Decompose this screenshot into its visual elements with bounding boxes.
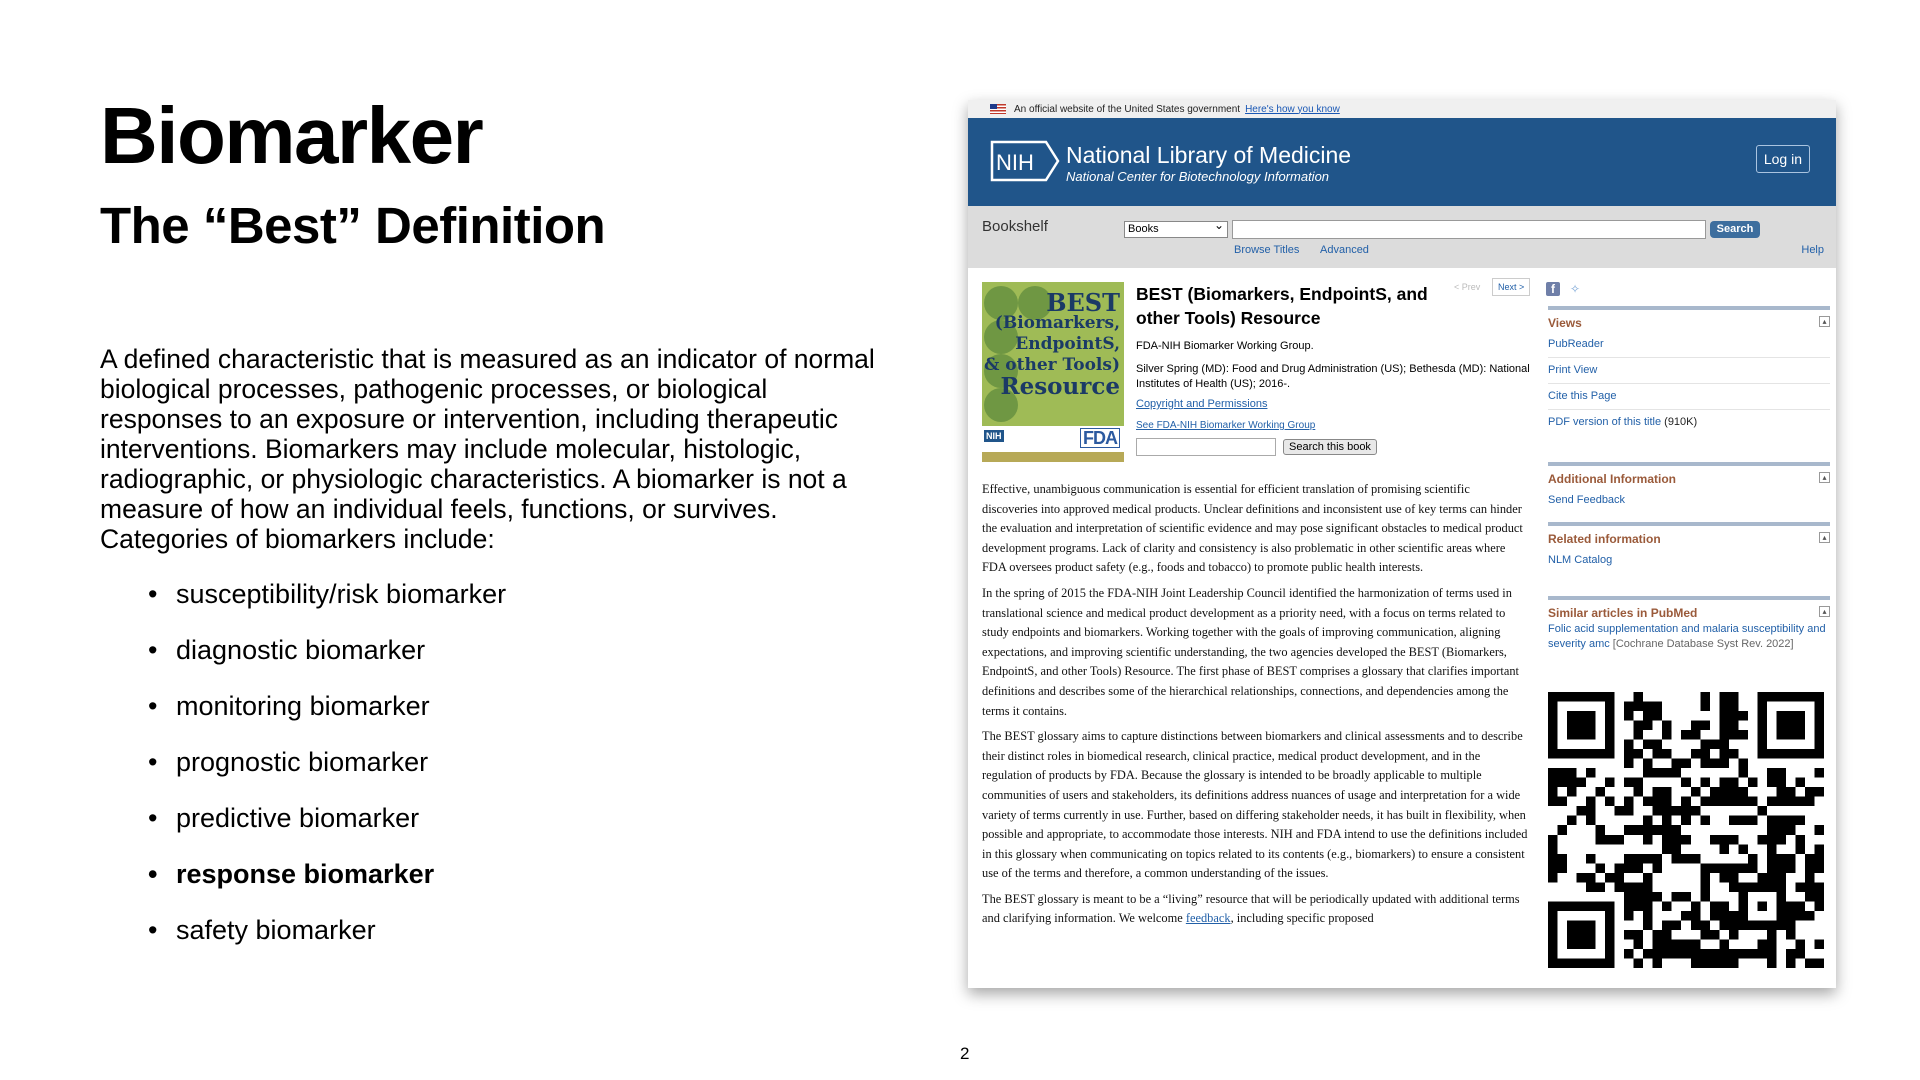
slide-title: Biomarker [100,91,483,180]
cover-line: Resource [1000,373,1120,400]
next-button[interactable]: Next > [1492,278,1530,296]
list-item: • diagnostic biomarker [148,634,506,690]
us-flag-icon [990,104,1006,114]
twitter-icon[interactable]: ✧ [1570,282,1581,296]
panel-heading-text: Related information [1548,532,1661,546]
similar-article-source: [Cochrane Database Syst Rev. 2022] [1609,638,1794,650]
working-group-link[interactable]: See FDA-NIH Biomarker Working Group [1136,420,1316,431]
gov-banner [968,100,1836,118]
list-item-highlighted: • response biomarker [148,858,506,914]
related-info-heading[interactable] [1548,530,1830,548]
nih-mini-logo: NIH [986,431,1002,441]
body-paragraph: Effective, unambiguous communication is essential for efficient translation of promising scientific discoveries into approved medical products. Unclear definitions and inconsistent use of key terms can hinder the evaluation and interpretation of scientific evidence and may pose significant obstacles to medical product development programs. Lack of clarity and consistency is also problematic in other scientific areas where FDA oversees product safety (e.g., foods and tobacco) to promote public health interests. [982,482,1523,575]
copyright-link[interactable]: Copyright and Permissions [1136,398,1268,410]
cover-line: BEST [1046,288,1120,317]
collapse-icon[interactable]: ▴ [1819,316,1830,327]
embedded-bookshelf-screenshot [968,100,1836,988]
views-panel [1548,306,1830,436]
body-text: The BEST glossary is meant to be a “living” resource that will be periodically updated with additional terms and clarifying information. We welcome [982,891,1520,926]
collapse-icon[interactable]: ▴ [1819,532,1830,543]
pdf-version-link[interactable] [1548,410,1830,436]
send-feedback-link[interactable]: Send Feedback [1548,494,1626,506]
prev-button[interactable]: < Prev [1454,282,1481,292]
additional-info-heading[interactable] [1548,470,1830,488]
nlm-title: National Library of Medicine [1066,142,1352,168]
list-item: • prognostic biomarker [148,746,506,802]
browse-titles-link[interactable]: Browse Titles [1234,244,1300,256]
ncbi-subtitle: National Center for Biotechnology Information [1066,169,1330,184]
cite-page-link[interactable]: Cite this Page [1548,384,1830,410]
search-input[interactable] [1232,220,1706,239]
book-cover[interactable] [982,282,1124,462]
body-paragraph [982,890,1528,929]
page-number: 2 [960,1044,970,1063]
list-item: • predictive biomarker [148,802,506,858]
pubreader-link[interactable]: PubReader [1548,332,1830,358]
cover-line: & other Tools) [984,355,1120,375]
publisher-info: Silver Spring (MD): Food and Drug Administration (US); Bethesda (MD): National Institutes of Health (US); 2016-. [1136,363,1530,390]
body-paragraph: In the spring of 2015 the FDA-NIH Joint Leadership Council identified the harmonization of terms used in translational science and medical product development as a priority need, with a focus on terms related to study endpoints and biomarkers. Working together with the goals of improving communication, aligning expectations, and improving scientific understanding, the two agencies developed the BEST (Biomarkers, EndpointS, and other Tools) Resource. The first phase of BEST comprises a glossary that clarifies important definitions and describes some of the hierarchical relationships, connections, and dependencies among the terms it contains. [982,585,1519,718]
views-heading[interactable] [1548,314,1830,332]
book-content [968,268,1836,970]
list-item: • susceptibility/risk biomarker [148,578,506,634]
nih-logo-icon[interactable] [990,140,1060,182]
qr-code-icon[interactable] [1548,692,1824,968]
body-paragraph: The BEST glossary aims to capture distinctions between biomarkers and clinical assessments and to describe their distinct roles in biomedical research, clinical practice, medical product development, and in the regulation of products by FDA. Because the glossary is intended to be broadly applicable to multiple communities of users and stakeholders, its definitions address nuances of usage and interpretation for a wide variety of terms currently in use. Further, based on differing stakeholder needs, it has built in flexibility, when possible and appropriate, to accommodate those interests. NIH and FDA intend to use the definitions included in this glossary when communicating on topics related to its contents (e.g., biomarkers) to ensure a consistent use of the terms and therefore, a common understanding of the issues. [982,729,1528,881]
cover-line: EndpointS, [1015,334,1120,354]
help-link[interactable]: Help [1801,244,1824,256]
gov-banner-text: An official website of the United States government [1014,103,1241,115]
panel-heading-text: Similar articles in PubMed [1548,606,1698,620]
search-this-book-input[interactable] [1136,438,1276,456]
similar-article-link[interactable] [1548,622,1830,652]
collapse-icon[interactable]: ▴ [1819,472,1830,483]
qr-code-modules [1548,692,1824,968]
similar-articles-panel [1548,596,1830,652]
login-button[interactable]: Log in [1756,145,1810,173]
fda-logo: FDA [1080,428,1120,448]
similar-articles-heading[interactable] [1548,604,1830,622]
related-info-panel [1548,522,1830,574]
working-group: FDA-NIH Biomarker Working Group. [1136,340,1314,352]
additional-info-panel [1548,462,1830,514]
feedback-link[interactable]: feedback [1185,911,1231,926]
bookshelf-label[interactable]: Bookshelf [982,218,1048,235]
similar-article-title[interactable]: Folic acid supplementation and malaria susceptibility and severity amc [1548,623,1826,650]
list-item: • safety biomarker [148,914,506,970]
pdf-link-text[interactable]: PDF version of this title [1548,416,1662,428]
slide-subtitle: The “Best” Definition [100,197,606,254]
biomarker-category-list [148,578,506,970]
bookshelf-search-bar [968,206,1836,268]
panel-heading-text: Additional Information [1548,472,1676,486]
collapse-icon[interactable]: ▴ [1819,606,1830,617]
panel-heading-text: Views [1548,316,1582,330]
list-item: • monitoring biomarker [148,690,506,746]
biomarker-definition: A defined characteristic that is measured as an indicator of normal biological processes, pathogenic processes, or biological responses to an exposure or intervention, including therapeutic interventions. Biomarkers may include molecular, histologic, radiographic, or physiologic characteristics. A biomarker is not a measure of how an individual feels, functions, or survives. Categories of biomarkers include: [100,344,875,554]
cover-line: (Biomarkers, [994,313,1120,333]
search-button[interactable]: Search [1710,221,1760,238]
print-view-link[interactable]: Print View [1548,358,1830,384]
cover-footer [982,426,1124,462]
database-select[interactable]: Books ⌄ [1124,221,1228,238]
cover-title [984,288,1120,400]
heres-how-you-know-link[interactable]: Here's how you know [1245,103,1340,115]
body-text: , including specific proposed [1230,911,1374,926]
book-body-text [982,480,1528,935]
nlm-header [968,118,1836,206]
search-this-book-button[interactable]: Search this book [1283,439,1377,455]
advanced-search-link[interactable]: Advanced [1320,244,1369,256]
pdf-size: (910K) [1661,416,1698,428]
facebook-icon[interactable]: f [1546,282,1560,296]
book-title: BEST (Biomarkers, EndpointS, and other Tools) Resource [1136,284,1428,328]
nlm-catalog-link[interactable]: NLM Catalog [1548,554,1613,566]
nih-logo-text: NIH [996,150,1034,175]
